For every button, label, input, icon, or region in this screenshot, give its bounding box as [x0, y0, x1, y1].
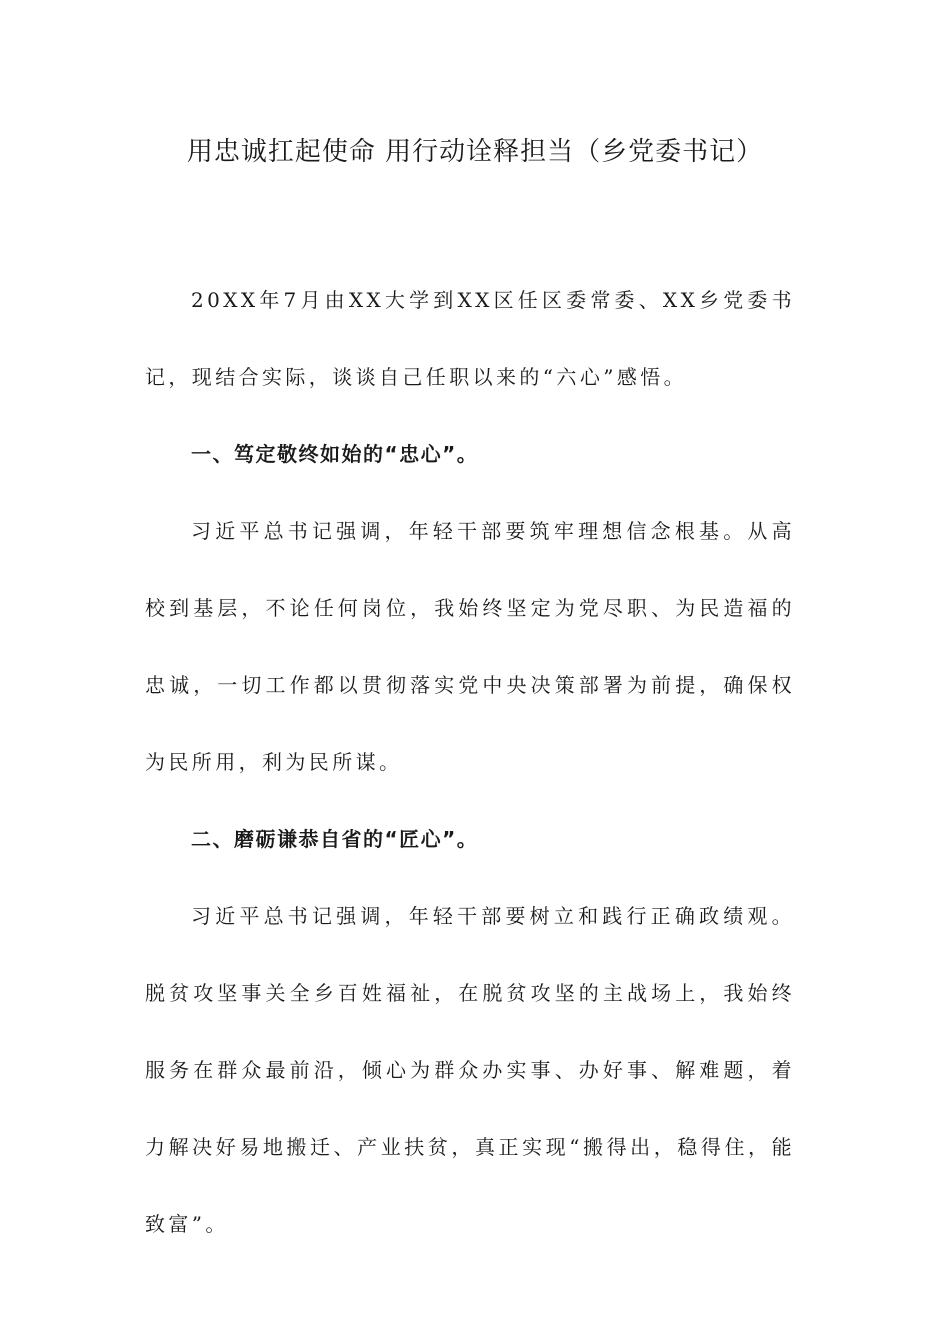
section-heading-1: 一、笃定敬终如始的“忠心”。 — [191, 442, 479, 466]
section-1-paragraph: 习近平总书记强调，年轻干部要筑牢理想信念根基。从高校到基层，不论任何岗位，我始终坚定为党尽职、为民造福的忠诚，一切工作都以贯彻落实党中央决策部署为前提，确保权为民所用，利为民所谋。 — [145, 519, 795, 774]
section-heading-2: 二、磨砺谦恭自省的“匠心”。 — [191, 827, 479, 851]
document-title: 用忠诚扛起使命 用行动诠释担当（乡党委书记） — [186, 137, 764, 167]
document-body — [145, 262, 795, 1263]
section-2-paragraph: 习近平总书记强调，年轻干部要树立和践行正确政绩观。脱贫攻坚事关全乡百姓福祉，在脱贫攻坚的主战场上，我始终服务在群众最前沿，倾心为群众办实事、办好事、解难题，着力解决好易地搬迁、产业扶贫，真正实现“搬得出，稳得住，能致富”。 — [145, 904, 795, 1236]
intro-paragraph: 20XX年7月由XX大学到XX区任区委常委、XX乡党委书记，现结合实际，谈谈自己任职以来的“六心”感悟。 — [145, 288, 795, 389]
